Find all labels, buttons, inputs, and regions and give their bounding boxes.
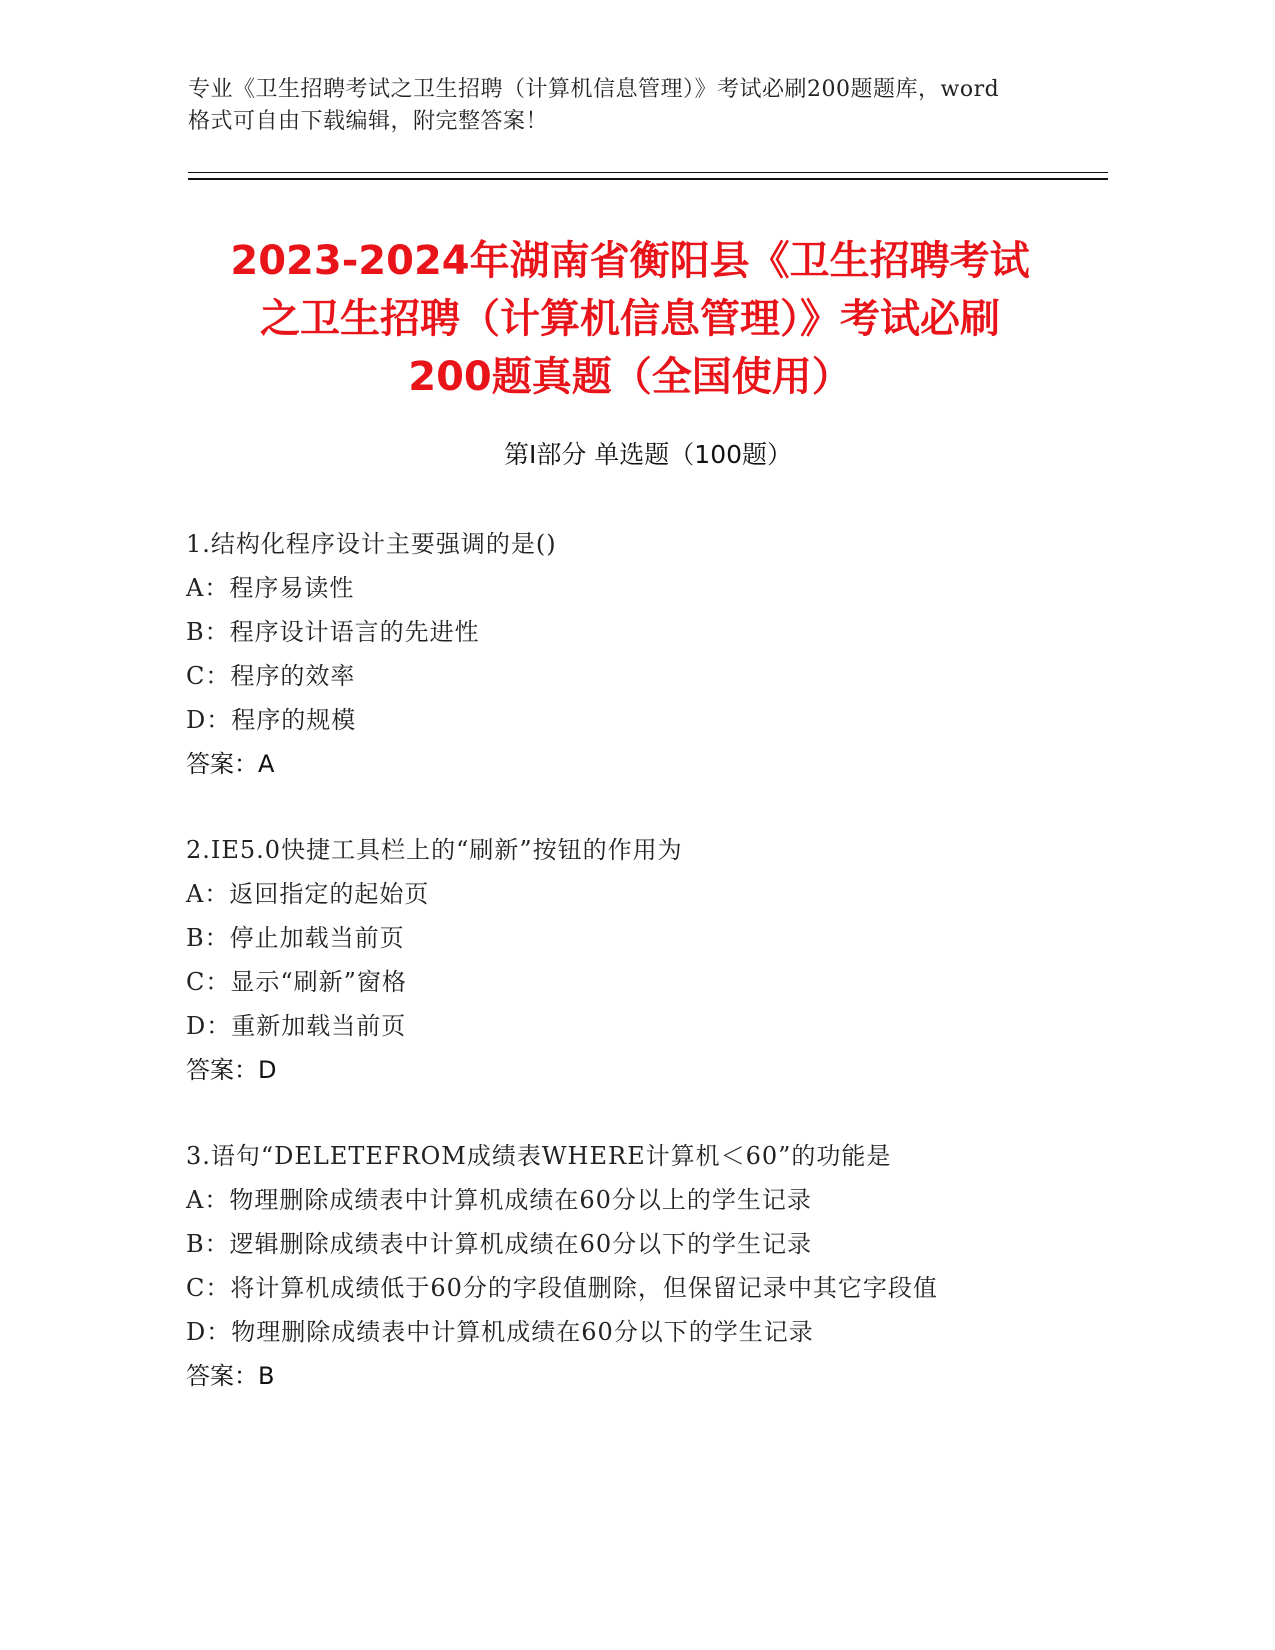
header-note-line-1: 专业《卫生招聘考试之卫生招聘（计算机信息管理）》考试必刷200题题库，word [188,77,1000,102]
header-note [188,74,1108,138]
question-1 [186,522,1106,786]
option-b: B：程序设计语言的先进性 [186,618,480,646]
document-title-line-2: 之卫生招聘（计算机信息管理）》考试必刷 [260,296,1000,342]
document-title-line-3: 200题真题（全国使用） [408,354,852,400]
option-a: A：程序易读性 [186,574,355,602]
question-stem: 2.IE5.0快捷工具栏上的“刷新”按钮的作用为 [186,836,683,864]
option-c: C：显示“刷新”窗格 [186,968,407,996]
option-d: D：程序的规模 [186,706,357,734]
option-c: C：将计算机成绩低于60分的字段值删除，但保留记录中其它字段值 [186,1274,938,1302]
option-b: B：停止加载当前页 [186,924,405,952]
header-divider-thick [188,178,1108,180]
option-a: A：返回指定的起始页 [186,880,430,908]
section-heading: 第Ⅰ部分 单选题（100题） [503,440,793,469]
question-3 [186,1134,1106,1398]
document-title-line-1: 2023-2024年湖南省衡阳县《卫生招聘考试 [230,238,1030,284]
option-a: A：物理删除成绩表中计算机成绩在60分以上的学生记录 [186,1186,812,1214]
answer: 答案：D [186,1056,277,1084]
question-stem: 1.结构化程序设计主要强调的是() [186,530,557,558]
option-d: D：重新加载当前页 [186,1012,407,1040]
header-divider-thin [188,172,1108,173]
answer: 答案：A [186,750,275,778]
question-2 [186,828,1106,1092]
answer: 答案：B [186,1362,275,1390]
header-note-line-2: 格式可自由下载编辑，附完整答案！ [188,109,549,134]
option-b: B：逻辑删除成绩表中计算机成绩在60分以下的学生记录 [186,1230,813,1258]
document-title [150,232,1110,406]
question-stem: 3.语句“DELETEFROM成绩表WHERE计算机＜60”的功能是 [186,1142,892,1170]
option-c: C：程序的效率 [186,662,356,690]
option-d: D：物理删除成绩表中计算机成绩在60分以下的学生记录 [186,1318,814,1346]
